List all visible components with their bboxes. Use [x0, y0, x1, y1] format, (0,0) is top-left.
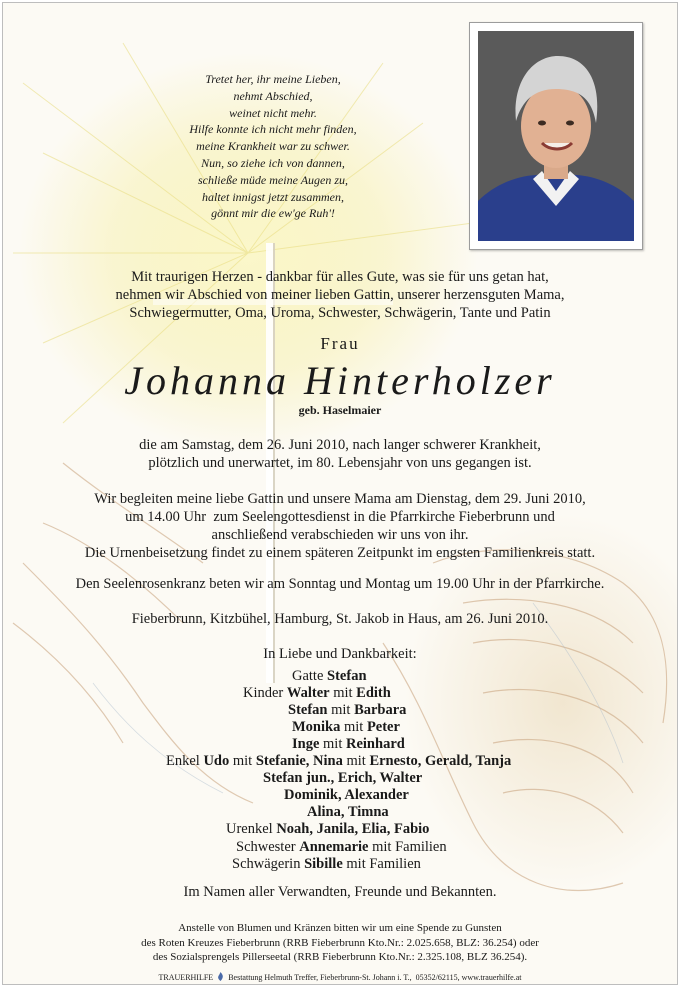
mourner-relation: mit [342, 753, 370, 769]
mourner-line [236, 839, 447, 856]
mourner-name: Dominik, Alexander [284, 787, 409, 803]
poem-line: gönnt mir die ew'ge Ruh'! [211, 206, 335, 221]
maiden-name: geb. Haselmaier [298, 403, 382, 417]
mourner-relation: mit Familien [342, 856, 421, 872]
in-love-heading: In Liebe und Dankbarkeit: [263, 646, 417, 662]
death-line: die am Samstag, dem 26. Juni 2010, nach langer schwerer Krankheit, [139, 437, 541, 453]
intro-line: Mit traurigen Herzen - dankbar für alles Gute, was sie für uns getan hat, [131, 269, 549, 285]
mourner-relation: Kinder [243, 685, 287, 701]
mourner-line [307, 804, 389, 821]
poem-line: Hilfe konnte ich nicht mehr finden, [189, 122, 357, 137]
mourner-name: Stefan jun., Erich, Walter [263, 770, 423, 786]
mourner-name: Walter [286, 685, 330, 701]
mourner-relation: mit [319, 736, 346, 752]
intro-line: nehmen wir Abschied von meiner lieben Gattin, unserer herzensguten Mama, [115, 287, 565, 303]
intro-text [3, 268, 677, 322]
poem-line: schließe müde meine Augen zu, [197, 172, 349, 187]
mourner-relation: mit Familien [368, 839, 447, 855]
obituary-card [2, 2, 678, 985]
death-line: plötzlich und unerwartet, im 80. Lebensjahr von uns gegangen ist. [148, 455, 532, 471]
poem-line: Nun, so ziehe ich von dannen, [201, 155, 345, 170]
mourner-relation: Schwester [236, 839, 300, 855]
mourner-relation: Urenkel [226, 821, 277, 837]
footer-text: Bestattung Helmuth Treffer, Fieberbrunn-St. Johann i. T., 05352/62115, www.trauerhilfe.at [228, 973, 522, 982]
mourner-name: Alina, Timna [307, 804, 389, 820]
mourner-line [243, 685, 391, 702]
mourner-name: Barbara [354, 702, 407, 718]
mourner-line [288, 702, 406, 719]
funeral-line: anschließend verabschieden wir uns von ihr. [211, 527, 469, 543]
poem [123, 71, 423, 222]
mourner-name: Sibille [304, 856, 343, 872]
salutation: Frau [320, 334, 360, 353]
mourner-line [226, 821, 429, 838]
mourner-name: Peter [366, 719, 400, 735]
mourner-name: Ernesto, Gerald, Tanja [369, 753, 512, 769]
mourner-relation: Gatte [292, 668, 328, 684]
mourner-line [292, 719, 400, 736]
donation-request [3, 921, 677, 965]
mourner-name: Annemarie [299, 839, 369, 855]
mourner-relation: mit [329, 685, 357, 701]
closing-line: Im Namen aller Verwandten, Freunde und Bekannten. [183, 884, 497, 900]
deceased-name: Johanna Hinterholzer [124, 358, 556, 403]
mourner-name: Monika [292, 719, 341, 735]
donation-line: des Roten Kreuzes Fieberbrunn (RRB Fieberbrunn Kto.Nr.: 2.025.658, BLZ: 36.254) oder [141, 936, 539, 949]
poem-line: weinet nicht mehr. [229, 105, 317, 120]
mourner-line [292, 736, 405, 753]
mourner-relation: mit [229, 753, 256, 769]
mourner-name: Inge [292, 736, 320, 752]
funeral-line: Wir begleiten meine liebe Gattin und unsere Mama am Dienstag, dem 29. Juni 2010, [94, 491, 586, 507]
poem-line: haltet innigst jetzt zusammen, [202, 189, 344, 204]
place-date: Fieberbrunn, Kitzbühel, Hamburg, St. Jakob in Haus, am 26. Juni 2010. [131, 611, 549, 627]
mourner-line [232, 856, 421, 873]
rosary-info: Den Seelenrosenkranz beten wir am Sonntag und Montag um 19.00 Uhr in der Pfarrkirche. [75, 576, 605, 592]
funeral-info [3, 490, 677, 562]
funeral-home-footer [3, 972, 677, 983]
intro-line: Schwiegermutter, Oma, Uroma, Schwester, Schwägerin, Tante und Patin [129, 305, 551, 321]
donation-line: Anstelle von Blumen und Kränzen bitten wir um eine Spende zu Gunsten [178, 922, 502, 934]
mourner-name: Udo [203, 753, 230, 769]
mourner-relation: mit [340, 719, 367, 735]
mourner-relation: Enkel [166, 753, 204, 769]
donation-line: des Sozialsprengels Pillerseetal (RRB Fieberbrunn Kto.Nr.: 2.325.108, BLZ 36.254). [152, 951, 528, 963]
death-notice [3, 436, 677, 472]
flame-logo-icon [217, 972, 224, 981]
poem-line: nehmt Abschied, [233, 88, 313, 103]
poem-line: Tretet her, ihr meine Lieben, [205, 72, 341, 86]
mourner-relation: mit [327, 702, 355, 718]
mourner-line [292, 668, 367, 685]
mourner-name: Reinhard [346, 736, 405, 752]
mourner-name: Noah, Janila, Elia, Fabio [276, 821, 430, 837]
funeral-line: um 14.00 Uhr zum Seelengottesdienst in die Pfarrkirche Fieberbrunn und [125, 509, 555, 525]
footer-brand: TRAUERHILFE [158, 973, 214, 982]
mourner-line [166, 753, 511, 770]
portrait-frame [469, 22, 643, 250]
poem-line: meine Krankheit war zu schwer. [196, 139, 350, 154]
portrait-photo [478, 31, 634, 241]
mourner-name: Stefan [327, 668, 367, 684]
mourner-relation: Schwägerin [232, 856, 305, 872]
funeral-line: Die Urnenbeisetzung findet zu einem späteren Zeitpunkt im engsten Familienkreis statt. [84, 545, 596, 561]
mourner-name: Stefan [288, 702, 328, 718]
mourner-line [284, 787, 409, 804]
mourner-name: Edith [356, 685, 391, 701]
mourner-line [263, 770, 422, 787]
mourner-name: Stefanie, Nina [255, 753, 343, 769]
